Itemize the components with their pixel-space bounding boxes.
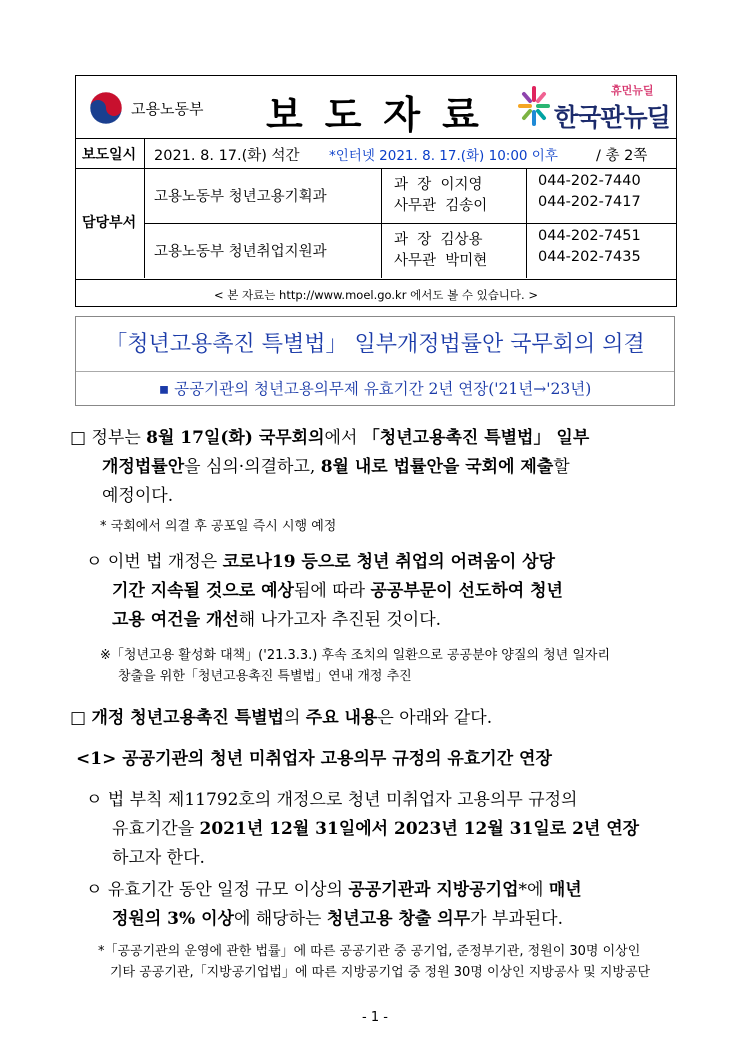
dept-name: 고용노동부 청년취업지원과 xyxy=(154,244,327,260)
note-3: *「공공기관의 운영에 관한 법률」에 따른 공공기관 중 공기업, 준정부기관, 정원이 30명 이상인 기타 공공기관,「지방공기업법」에 따른 지방공기업 중 정원 30명 이상인 지방공사 및 지방공단 xyxy=(98,944,651,980)
contact-label: 담당부서 xyxy=(82,215,137,231)
release-row xyxy=(76,138,676,169)
ministry-name: 고용노동부 xyxy=(131,100,204,118)
contact-person: 과 장 김상용 xyxy=(394,232,483,248)
release-label: 보도일시 xyxy=(82,147,137,163)
doc-title: 보도자료 xyxy=(266,92,501,137)
site-note: < 본 자료는 http://www.moel.go.kr 에서도 볼 수 있습니다. > xyxy=(76,279,676,303)
contact-phone: 044-202-7417 xyxy=(538,194,641,210)
bullet: ㅇ xyxy=(86,790,103,810)
press-header-table xyxy=(75,75,677,307)
contact-phone: 044-202-7440 xyxy=(538,173,641,189)
headline-box xyxy=(75,316,675,406)
korean-new-deal-logo-icon xyxy=(516,84,552,128)
ministry-emblem-icon xyxy=(88,90,124,126)
release-value: 2021. 8. 17.(화) 석간 xyxy=(154,148,300,164)
bullet: ㅇ xyxy=(86,552,103,572)
bullet: ㅇ xyxy=(86,880,103,900)
bullet: □ xyxy=(70,428,87,448)
page-number: - 1 - xyxy=(362,1010,388,1025)
section-1-heading: <1> 공공기관의 청년 미취업자 고용의무 규정의 유효기간 연장 xyxy=(76,749,552,769)
brand-name: 한국판뉴딜 xyxy=(554,103,670,132)
paragraph-4: ㅇ 법 부칙 제11792호의 개정으로 청년 미취업자 고용의무 규정의 유효기간을 2021년 12월 31일에서 2023년 12월 31일로 2년 연장 하고자 한다. xyxy=(86,790,640,868)
contact-person: 사무관 김송이 xyxy=(394,198,488,214)
page-count: / 총 2쪽 xyxy=(596,148,648,164)
brand-tagline: 휴먼뉴딜 xyxy=(611,84,654,97)
note-2: ※「청년고용 활성화 대책」('21.3.3.) 후속 조치의 일환으로 공공분야 양질의 청년 일자리 창출을 위한「청년고용촉진 특별법」연내 개정 추진 xyxy=(100,648,611,684)
note-1: * 국회에서 의결 후 공포일 즉시 시행 예정 xyxy=(100,519,337,534)
contact-phone: 044-202-7451 xyxy=(538,228,641,244)
contact-person: 사무관 박미현 xyxy=(394,253,488,269)
contact-phone: 044-202-7435 xyxy=(538,249,641,265)
internet-release: *인터넷 2021. 8. 17.(화) 10:00 이후 xyxy=(329,148,558,164)
bullet: □ xyxy=(70,708,87,728)
paragraph-2: ㅇ 이번 법 개정은 코로나19 등으로 청년 취업의 어려움이 상당 기간 지속될 것으로 예상됨에 따라 공공부문이 선도하여 청년 고용 여건을 개선해 나가고자 추진된 것이다. xyxy=(86,552,563,630)
contact-person: 과 장 이지영 xyxy=(394,177,483,193)
paragraph-3: □ 개정 청년고용촉진 특별법의 주요 내용은 아래와 같다. xyxy=(70,708,493,728)
dept-name: 고용노동부 청년고용기획과 xyxy=(154,189,327,205)
header-title-row xyxy=(76,76,676,139)
contact-block xyxy=(76,168,676,278)
headline-main: 「청년고용촉진 특별법」 일부개정법률안 국무회의 의결 xyxy=(105,332,645,357)
headline-sub: ▪ 공공기관의 청년고용의무제 유효기간 2년 연장('21년→'23년) xyxy=(158,380,592,398)
paragraph-1: □ 정부는 8월 17일(화) 국무회의에서 「청년고용촉진 특별법」 일부 개정법률안을 심의·의결하고, 8월 내로 법률안을 국회에 제출할 예정이다. xyxy=(70,428,590,506)
paragraph-5: ㅇ 유효기간 동안 일정 규모 이상의 공공기관과 지방공기업*에 매년 정원의 3% 이상에 해당하는 청년고용 창출 의무가 부과된다. xyxy=(86,880,582,929)
